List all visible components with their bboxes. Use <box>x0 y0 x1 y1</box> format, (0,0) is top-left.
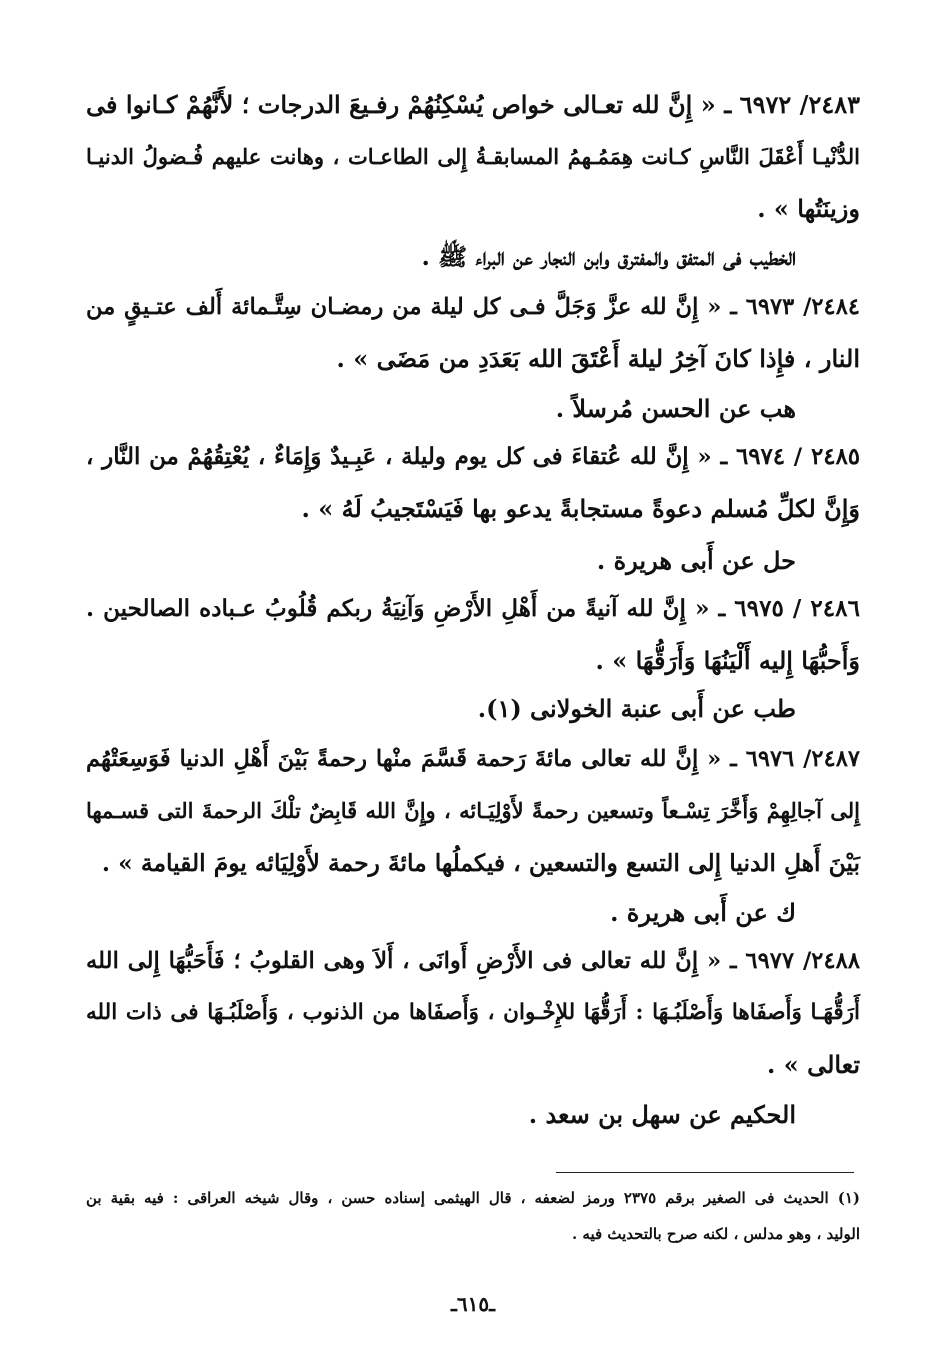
hadith-2483-line-2: الدُّنْيـا أَعْقَلَ النَّاسِ كـانت هِمَمُـهمُ المسابقـةُ إِلى الطاعـات ، وهانت عليهم فُـضولُ الدنيـا <box>86 144 860 169</box>
hadith-2488-source: الحكيم عن سهل بن سعد . <box>528 1100 796 1129</box>
hadith-2487-line-3: بَيْنَ أَهلِ الدنيا إِلى التسع والتسعين ، فيكملُها مائةَ رحمة لأَوْلِيَائه يومَ القيامة » . <box>101 849 860 877</box>
footnote-line-1: (١) الحديث فى الصغير برقم ٢٣٧٥ ورمز لضعفه ، قال الهيثمى إسناده حسن ، وقال شيخه العراقى : فيه بقية بن <box>86 1189 861 1207</box>
hadith-2488-line-1: ٢٤٨٨/ ٦٩٧٧ ـ « إِنَّ لله تعالى فى الأَرْضِ أَوانَى ، أَلاَ وهى القلوبُ ؛ فَأَحَبُّهَا إِلى الله <box>86 948 861 974</box>
footnote-divider <box>556 1172 854 1173</box>
hadith-2483-line-1: ٢٤٨٣/ ٦٩٧٢ ـ « إِنَّ لله تعـالى خواص يُسْكِنُهُمْ رفـيعَ الدرجات ؛ لأَنَّهُمْ كـانوا فى <box>86 90 861 119</box>
hadith-2484-source: هب عن الحسن مُرسلاً . <box>555 394 796 423</box>
hadith-2485-source: حل عن أَبى هريرة . <box>596 546 796 575</box>
hadith-2486-line-2: وَأَحبُّهَا إِليه أَلْيَنُهَا وَأَرَقُّهَا » . <box>595 646 860 675</box>
hadith-2488-line-2: أَرَقُّهَـا وَأَصفَاها وَأَصْلَبُـهَا : أَرَقُّهَا للإِخْـوان ، وَأَصفَاها من الذنوب ، وَأَصْلَبُـهَا فى ذات الله <box>86 1000 860 1025</box>
hadith-2486-line-1: ٢٤٨٦ / ٦٩٧٥ ـ « إِنَّ لله آنيةً من أَهْلِ الأَرْضِ وَآنِيَةُ ربكم قُلُوبُ عـباده الصالحين . <box>86 595 860 622</box>
hadith-2487-source: ك عن أَبى هريرة . <box>610 898 796 927</box>
page-number: ـ٦١٥ـ <box>451 1292 495 1316</box>
hadith-2486-source: طب عن أَبى عنبة الخولانى (١). <box>477 694 796 723</box>
hadith-2483-source: الخطيب فى المتفق والمفترق وابن النجار عن البراء ﷺ . <box>421 242 796 271</box>
hadith-2484-line-2: النار ، فإِذا كانَ آخِرُ ليلة أَعْتَقَ الله بَعَدَدِ من مَضَى » . <box>336 344 860 373</box>
hadith-2487-line-2: إِلى آجالِهِمْ وَأَخَّرَ تِسْـعاً وتسعين رحمةً لأَوْلِيَـائه ، وإِنَّ الله قَابِضٌ تلْكَ الرحمةَ التى قسـمها <box>86 798 860 823</box>
hadith-2483-line-3: وزينَتُها » . <box>757 194 860 223</box>
hadith-2484-line-1: ٢٤٨٤/ ٦٩٧٣ ـ « إِنَّ لله عزَّ وَجَلَّ فـى كل ليلة من رمضـان سِتَّـمائة أَلف عتـيقٍ من <box>86 294 860 320</box>
hadith-2488-line-3: تعالى » . <box>767 1050 860 1079</box>
hadith-2487-line-1: ٢٤٨٧/ ٦٩٧٦ ـ « إِنَّ لله تعالى مائةَ رَحمة قَسَّمَ منْها رحمةً بَيْنَ أَهْلِ الدنيا فَوَسِعَتْهُم <box>86 746 860 772</box>
footnote-line-2: الوليد ، وهو مدلس ، لكنه صرح بالتحديث فيه . <box>571 1225 860 1243</box>
hadith-2485-line-1: ٢٤٨٥ / ٦٩٧٤ ـ « إِنَّ لله عُتقاءَ فى كل يوم وليلة ، عَبِـيدٌ وَإِمَاءٌ ، يُعْتِقُهُمْ من النَّار ، <box>86 444 860 470</box>
hadith-2485-line-2: وَإِنَّ لكلِّ مُسلم دعوةً مستجابةً يدعو بها فَيَسْتَجيبُ لَهُ » . <box>301 494 860 523</box>
